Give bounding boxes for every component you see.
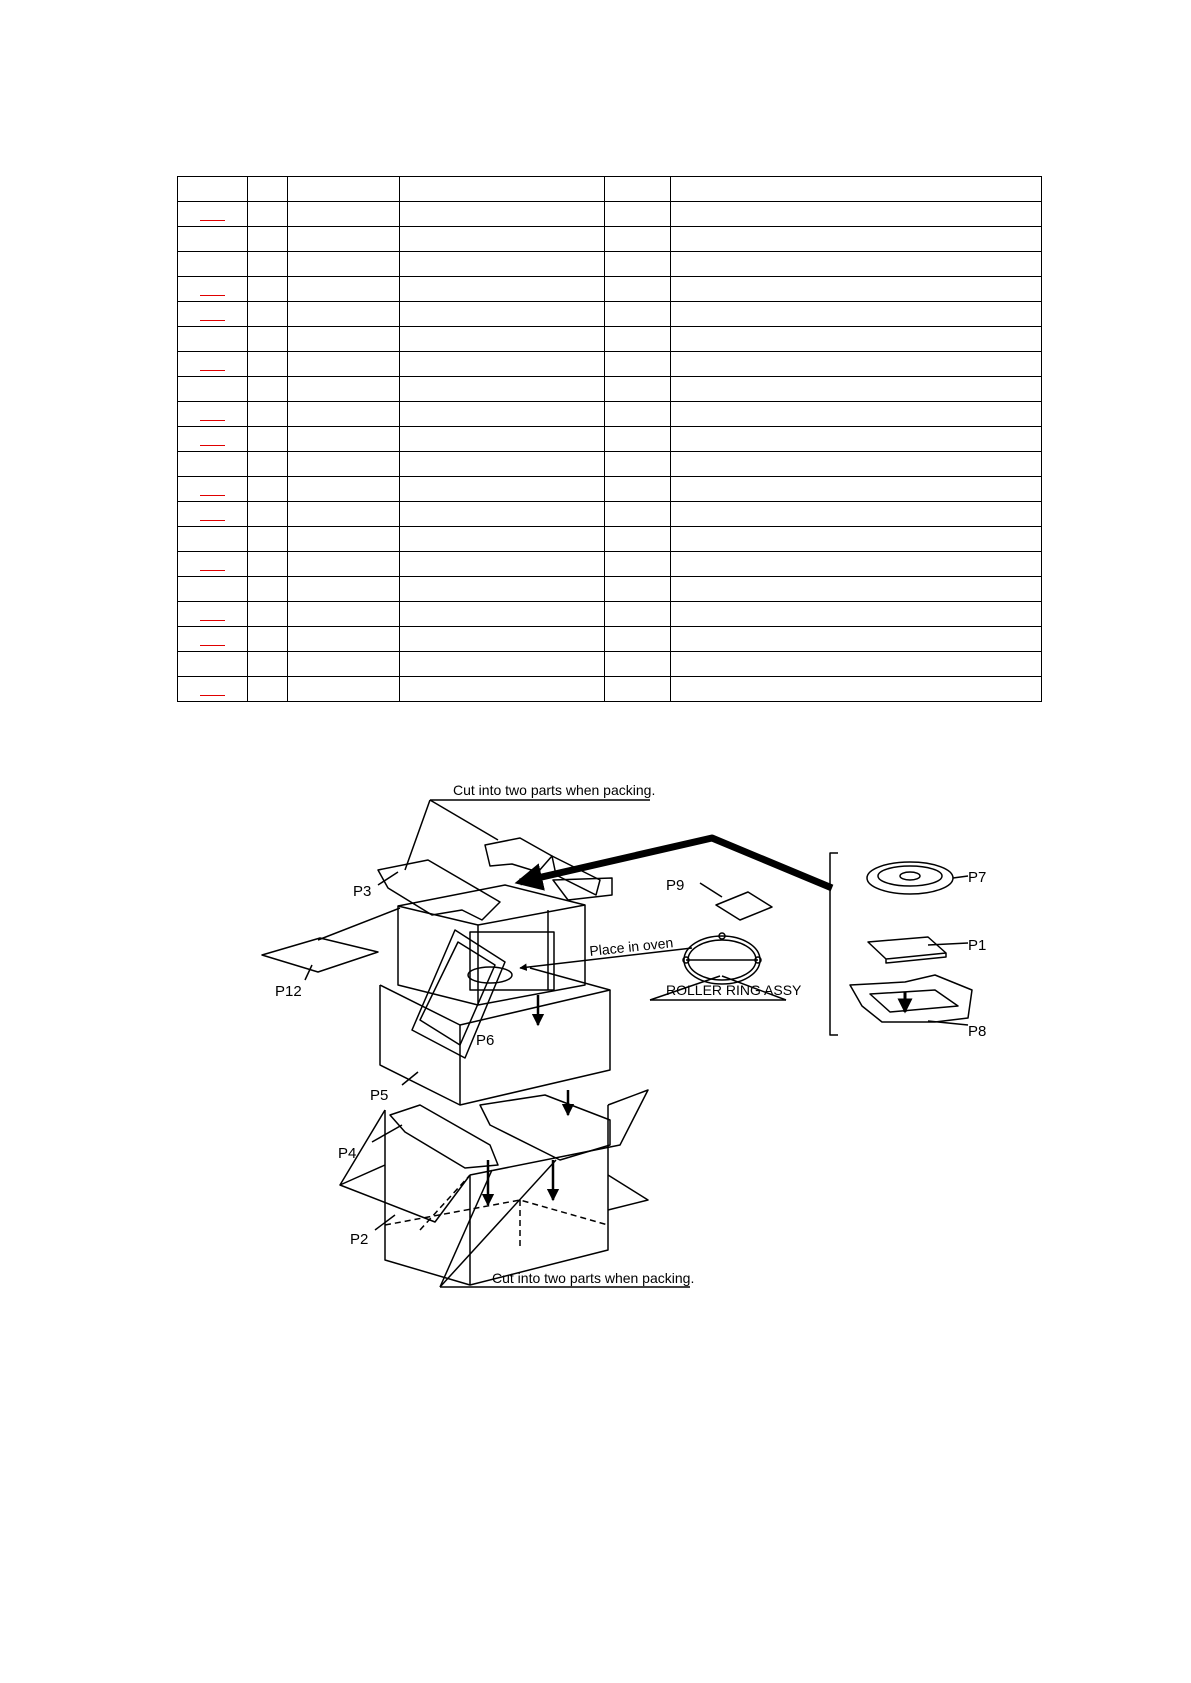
label-p3: P3 — [353, 883, 372, 900]
pad-p1 — [868, 937, 946, 963]
accessory-bracket — [830, 853, 838, 1035]
top-cushion-p3 — [378, 838, 612, 920]
bottom-cut-note: Cut into two parts when packing. — [492, 1270, 695, 1286]
sheet-p9 — [716, 892, 772, 920]
sheet-p12 — [262, 938, 378, 972]
roller-ring-label: ROLLER RING ASSY — [666, 982, 802, 998]
oven-unit — [398, 885, 585, 1005]
label-p9: P9 — [666, 877, 685, 894]
top-cut-note: Cut into two parts when packing. — [453, 782, 656, 798]
label-p6: P6 — [476, 1032, 495, 1049]
tray-p8 — [850, 975, 972, 1022]
label-p8: P8 — [968, 1023, 987, 1040]
label-p2: P2 — [350, 1231, 369, 1248]
bottom-cushion-p4 — [390, 1095, 610, 1168]
carton-p2 — [340, 1090, 648, 1285]
place-in-oven-note: Place in oven — [588, 934, 674, 959]
label-p1: P1 — [968, 937, 987, 954]
label-p7: P7 — [968, 869, 987, 886]
label-p5: P5 — [370, 1087, 389, 1104]
label-p12: P12 — [275, 983, 302, 1000]
glass-tray-p7 — [867, 862, 953, 894]
label-p4: P4 — [338, 1145, 357, 1162]
